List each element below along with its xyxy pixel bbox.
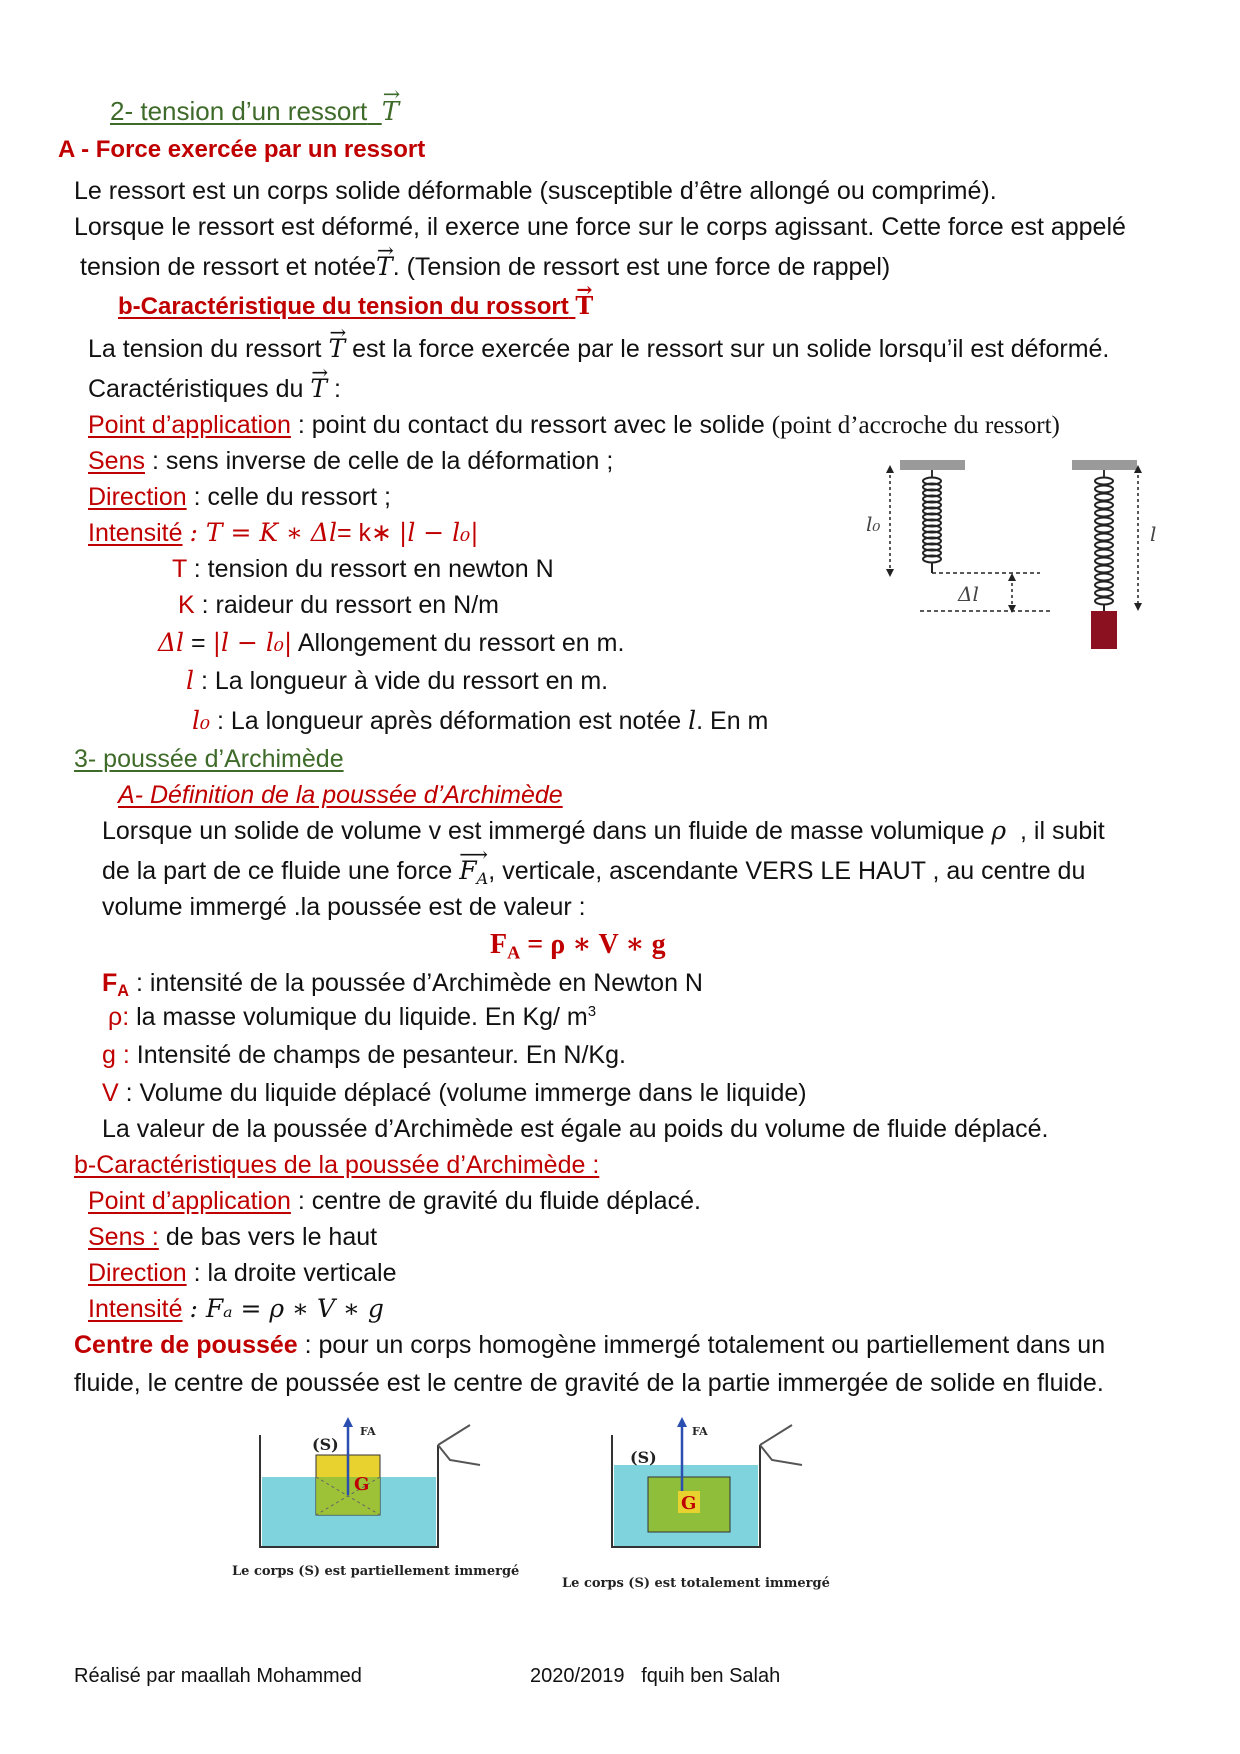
vector-T-symbol: → T [328, 334, 345, 364]
symbol: l [186, 666, 194, 695]
def-l [186, 666, 608, 696]
text-span: : point du contact du ressort avec le solide [297, 411, 765, 439]
figure-totally-immersed [560, 1415, 860, 1595]
text-span: : intensité de la poussée d’Archimède en Newton N [135, 969, 703, 997]
sens-line [88, 446, 613, 476]
superscript: 3 [587, 1003, 597, 1020]
text-span: : La longueur après déformation est notée [216, 707, 682, 735]
text-span: . (Tension de ressort est une force de rappel) [392, 253, 891, 281]
symbol: |l − l₀| [212, 628, 293, 657]
symbol: K [178, 591, 195, 619]
text-span: tension de ressort et notée [80, 253, 377, 281]
sens-label: Sens [88, 447, 145, 475]
text-line: volume immergé .la poussée est de valeur : [102, 893, 586, 921]
vector-T-symbol: → T [376, 252, 393, 282]
heading-caracteristiques-archimede: b-Caractéristiques de la poussée d’Archimède : [74, 1151, 600, 1179]
point-application-line [88, 410, 1060, 441]
text-span: est la force exercée par le ressort sur un solide lorsqu’il est déformé. [352, 335, 1110, 363]
text-line: Le ressort est un corps solide déformable (susceptible d’être allongé ou comprimé). [74, 177, 997, 205]
text-span: : La longueur à vide du ressort en m. [200, 667, 609, 695]
text-span: : sens inverse de celle de la déformation ; [151, 447, 614, 475]
heading-force-ressort: A - Force exercée par un ressort [58, 136, 426, 163]
symbol: F [102, 969, 118, 997]
point-application-label: Point d’application [88, 1187, 291, 1215]
symbol: l₀ [192, 706, 211, 735]
symbol: ρ: [108, 1003, 130, 1031]
formula-rest: = ρ ∗ V ∗ g [520, 929, 666, 960]
caption-partially-immersed: Le corps (S) est partiellement immergé [232, 1564, 520, 1579]
text-line: La valeur de la poussée d’Archimède est égale au poids du volume de fluide déplacé. [102, 1115, 1049, 1143]
section-title-tension [110, 96, 399, 128]
vector-FA [459, 856, 488, 888]
symbol-sub: A [117, 981, 130, 1000]
label-FA: FA [692, 1425, 708, 1438]
text-line [88, 334, 1109, 364]
label-FA: FA [360, 1425, 376, 1438]
text-span: . En m [696, 707, 769, 735]
def-T [172, 554, 554, 584]
symbol-rho: ρ [991, 816, 1007, 845]
symbol: Δl [158, 628, 185, 657]
section-title-text: 2- tension d’un ressort [110, 96, 368, 126]
text-line: fluide, le centre de poussée est le centre de gravité de la partie immergée de solide en fluide. [74, 1369, 1104, 1397]
text-span: Allongement du ressort en m. [297, 629, 625, 657]
formula: = k∗ [336, 519, 392, 547]
intensite-label: Intensité [88, 1295, 183, 1323]
text-line: Lorsque le ressort est déformé, il exerce une force sur le corps agissant. Cette force est appelé [74, 213, 1126, 241]
text-line [80, 252, 890, 282]
def-FA [102, 968, 703, 1001]
def-V [102, 1078, 807, 1108]
left-ceiling [900, 460, 965, 470]
text-span: : Volume du liquide déplacé (volume immerge dans le liquide) [125, 1079, 807, 1107]
text-span: la masse volumique du liquide. En Kg/ m [136, 1003, 588, 1031]
right-ceiling [1072, 460, 1137, 470]
formula: |l − l₀| [398, 518, 479, 547]
def-rho [108, 1002, 596, 1032]
text-span: , verticale, ascendante VERS LE HAUT , au centre du [488, 857, 1086, 885]
text-span: : celle du ressort ; [193, 483, 391, 511]
vector-FA-letter: F [459, 856, 477, 885]
text-span: = [191, 629, 206, 657]
footer-year-place: 2020/2019 fquih ben Salah [530, 1665, 781, 1687]
text-span: : tension du ressort en newton N [193, 555, 554, 583]
symbol: T [172, 555, 187, 583]
spring-figure [840, 455, 1170, 685]
symbol: l [688, 706, 697, 735]
def-l0 [192, 706, 768, 736]
right-spring [1095, 478, 1113, 605]
heading-definition-archimede: A- Définition de la poussée d’Archimède [118, 781, 563, 809]
label-S: (S) [630, 1448, 657, 1467]
intensite-line [88, 1294, 384, 1324]
text-span: : la droite verticale [193, 1259, 397, 1287]
footer-author: Réalisé par maallah Mohammed [74, 1665, 362, 1687]
text-line [102, 856, 1085, 888]
caption-totally-immersed: Le corps (S) est totalement immergé [562, 1576, 830, 1591]
vector-T-symbol: → T [382, 97, 399, 128]
text-span: (point d’accroche du ressort) [771, 412, 1060, 439]
text-span: La tension du ressort [88, 335, 322, 363]
text-span: de bas vers le haut [165, 1223, 378, 1251]
text-line [102, 816, 1105, 846]
centre-poussee-label: Centre de poussée [74, 1331, 298, 1359]
text-span: Caractéristiques du [88, 375, 304, 403]
label-G: G [681, 1493, 697, 1514]
formula-archimede [490, 928, 666, 964]
heading-text: b-Caractéristique du tension du rossort [118, 293, 569, 320]
vector-T-symbol: → T [575, 292, 593, 321]
text-span: : pour un corps homogène immergé totalement ou partiellement dans un [304, 1331, 1106, 1359]
def-g [102, 1040, 626, 1070]
direction-label: Direction [88, 1259, 187, 1287]
formula: : T = K ∗ Δl [189, 518, 337, 547]
formula: : Fₐ = ρ ∗ V ∗ g [189, 1294, 384, 1323]
symbol: V [102, 1079, 119, 1107]
vector-T-symbol: → T [310, 374, 327, 404]
sens-label: Sens : [88, 1223, 159, 1251]
text-span: Intensité de champs de pesanteur. En N/Kg. [136, 1041, 626, 1069]
text-span: de la part de ce fluide une force [102, 857, 453, 885]
point-application-label: Point d’application [88, 411, 291, 439]
def-delta-l [158, 628, 624, 658]
text-span: , il subit [1020, 817, 1105, 845]
heading-caracteristique-tension [118, 292, 593, 322]
formula-sub: A [507, 942, 521, 963]
section-title-archimede: 3- poussée d’Archimède [74, 745, 344, 773]
figure-partially-immersed [220, 1415, 540, 1585]
text-line [88, 374, 341, 404]
hanging-mass [1091, 611, 1117, 649]
text-span: Lorsque un solide de volume v est immergé dans un fluide de masse volumique [102, 817, 985, 845]
label-delta-l: Δl [958, 582, 979, 606]
left-spring [923, 478, 941, 563]
centre-poussee-line [74, 1330, 1105, 1360]
label-l: l [1150, 522, 1157, 546]
text-span: : raideur du ressort en N/m [201, 591, 499, 619]
point-application-line [88, 1186, 701, 1216]
text-span: : [333, 375, 341, 403]
direction-label: Direction [88, 483, 187, 511]
label-G: G [354, 1474, 370, 1495]
def-K [178, 590, 499, 620]
label-l0: l₀ [866, 512, 881, 536]
intensite-label: Intensité [88, 519, 183, 547]
intensite-line [88, 518, 479, 548]
vector-FA-sub: A [476, 868, 489, 888]
direction-line [88, 482, 391, 512]
formula-F: F [490, 929, 508, 960]
direction-line [88, 1258, 396, 1288]
text-span: : centre de gravité du fluide déplacé. [297, 1187, 701, 1215]
sens-line [88, 1222, 377, 1252]
label-S: (S) [312, 1435, 339, 1454]
symbol: g : [102, 1041, 130, 1069]
